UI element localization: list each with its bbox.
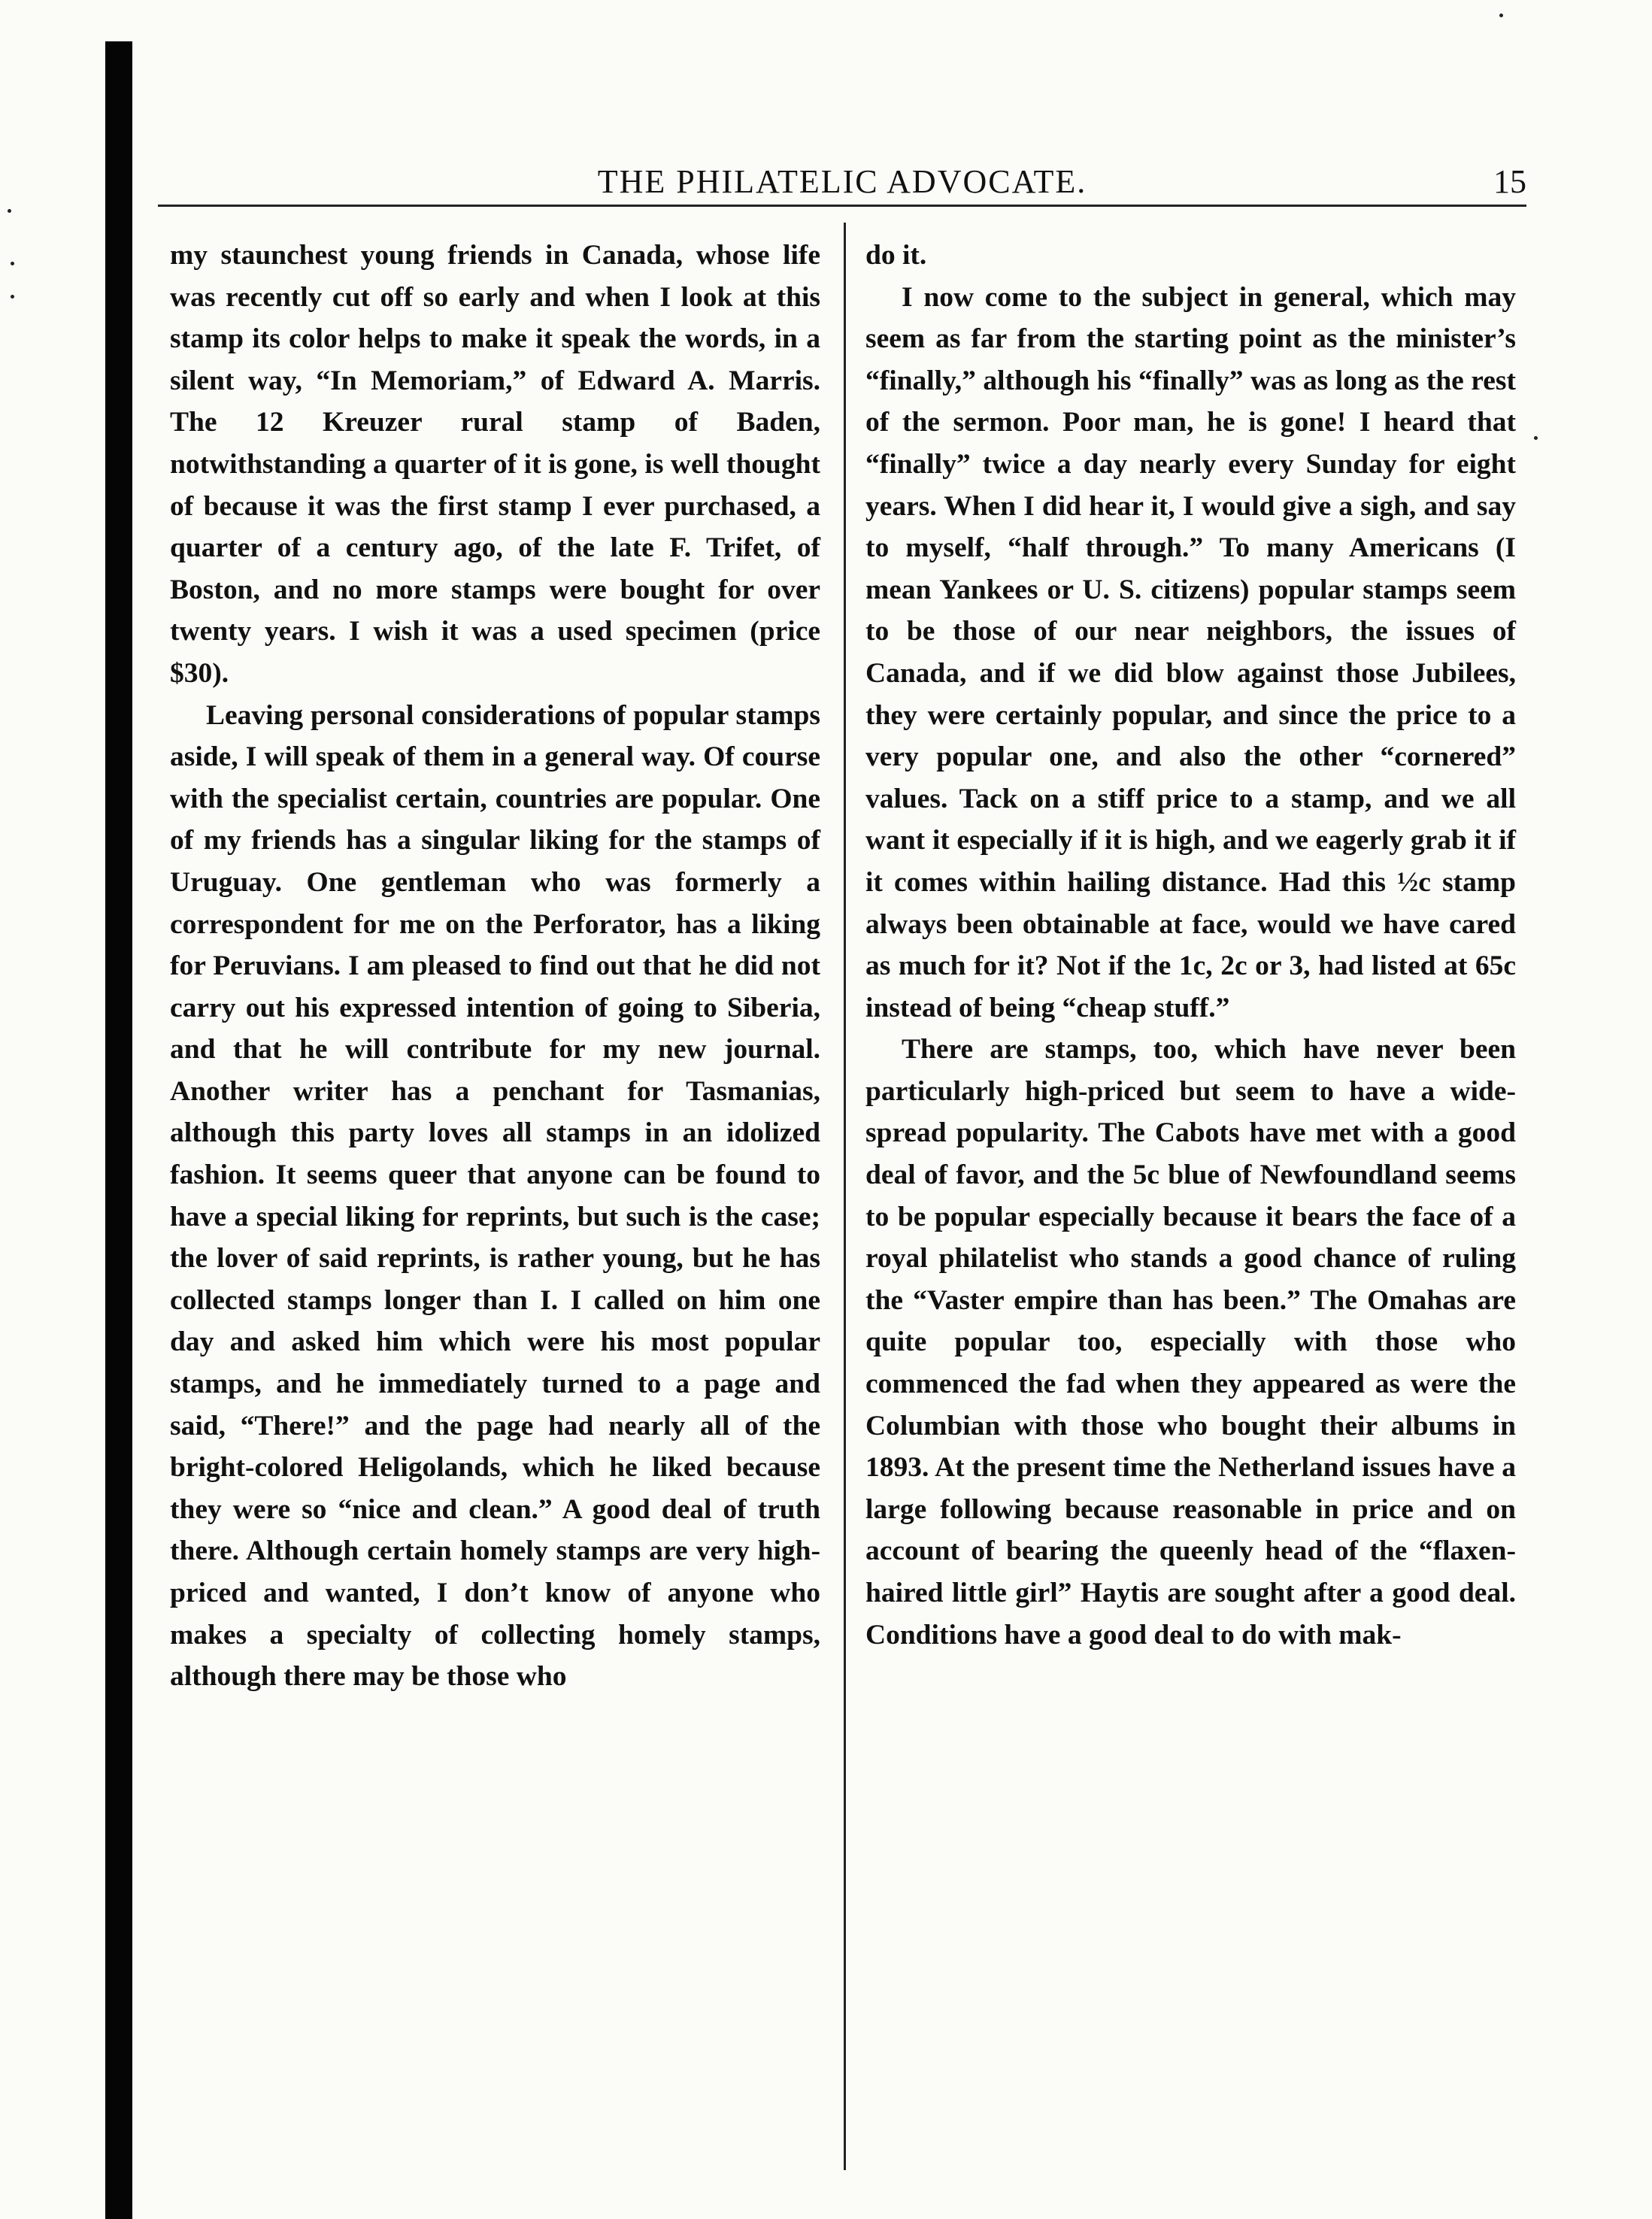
left-column xyxy=(170,235,820,1698)
scan-speck xyxy=(11,295,14,299)
scan-speck xyxy=(1499,14,1503,17)
paragraph: do it. xyxy=(865,240,927,271)
paragraph: Leaving personal considerations of popular stamps aside, I will speak of them in a general way. Of course with the specialist certain, countries are popular. One of my friends has a singular liking for the stamps of Uruguay. One gentleman who was formerly a correspondent for me on the Perforator, has a liking for Peruvians. I am pleased to find out that he did not carry out his expressed intention of going to Siberia, and that he will contribute for my new journal. Another writer has a penchant for Tasmanias, although this party loves all stamps in an idolized fashion. It seems queer that anyone can be found to have a special liking for reprints, but such is the case; the lover of said reprints, is rather young, but he has collected stamps longer than I. I called on him one day and asked him which were his most popular stamps, and he immediately turned to a page and said, “There!” and the page had nearly all of the bright-colored Heligolands, which he liked because they were so “nice and clean.” A good deal of truth there. Although certain homely stamps are very high-priced and wanted, I don’t know of anyone who makes a specialty of collecting homely stamps, although there may be those who xyxy=(170,699,820,1693)
scan-speck xyxy=(11,262,14,265)
paragraph: I now come to the subject in general, which may seem as far from the starting point as the minister’s “finally,” although his “finally” was as long as the rest of the sermon. Poor man, he is gone! I heard that “finally” twice a day nearly every Sunday for eight years. When I did hear it, I would give a sigh, and say to myself, “half through.” To many Americans (I mean Yankees or U. S. citizens) popular stamps seem to be those of our near neighbors, the issues of Canada, and if we did blow against those Jubilees, they were certainly popular, and since the price to a very popular one, and also the other “cornered” values. Tack on a stiff price to a stamp, and we all want it especially if it is high, and we eagerly grab it if it comes within hailing distance. Had this ½c stamp always been obtainable at face, would we have cared as much for it? Not if the 1c, 2c or 3, had listed at 65c instead of being “cheap stuff.” xyxy=(865,281,1516,1023)
column-divider xyxy=(844,223,846,2170)
scan-speck xyxy=(8,209,11,213)
paragraph: There are stamps, too, which have never been particularly high-priced but seem to have a wide-spread popularity. The Cabots have met with a good deal of favor, and the 5c blue of Newfoundland seems to be popular especially because it bears the face of a royal philatelist who stands a good chance of ruling the “Vaster empire than has been.” The Omahas are quite popular too, especially with those who commenced the fad when they appeared as were the Columbian with those who bought their albums in 1893. At the present time the Netherland issues have a large following because reasonable in price and on account of bearing the queenly head of the “flaxen-haired little girl” Haytis are sought after a good deal. Conditions have a good deal to do with mak- xyxy=(865,1034,1516,1651)
page-number: 15 xyxy=(1493,163,1526,200)
page-title: THE PHILATELIC ADVOCATE. xyxy=(597,163,1087,200)
scan-speck xyxy=(1534,436,1538,440)
paragraph: my staunchest young friends in Canada, whose life was recently cut off so early and when I look at this stamp its color helps to make it speak the words, in a silent way, “In Memoriam,” of Edward A. Marris. The 12 Kreuzer rural stamp of Baden, notwithstanding a quarter of it is gone, is well thought of because it was the first stamp I ever purchased, a quarter of a century ago, of the late F. Trifet, of Boston, and no more stamps were bought for over twenty years. I wish it was a used specimen (price $30). xyxy=(170,240,820,689)
running-header xyxy=(158,162,1526,208)
binding-edge xyxy=(105,41,132,2219)
right-column xyxy=(865,235,1516,1656)
header-rule xyxy=(158,205,1526,207)
